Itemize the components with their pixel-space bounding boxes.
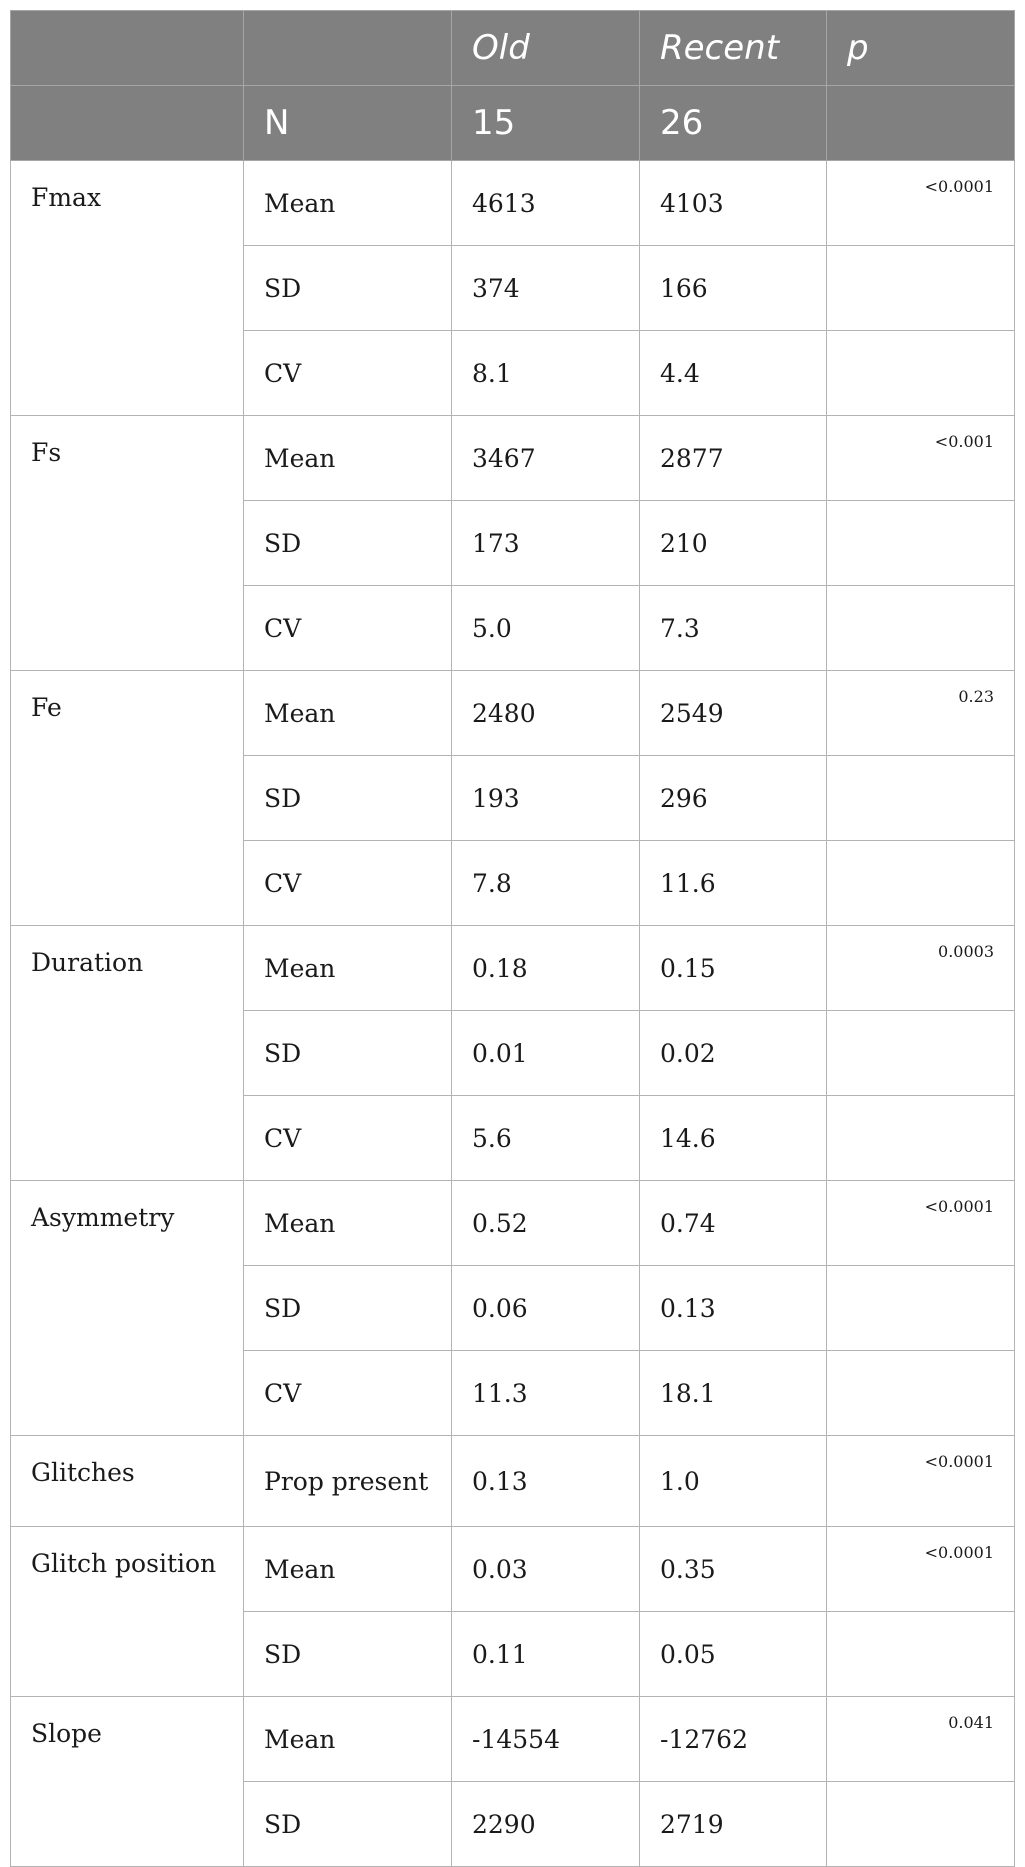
old-value-cell: 3467 (452, 416, 640, 501)
header-row-n (11, 86, 1015, 161)
header-empty-cell (827, 86, 1015, 161)
table-body (11, 161, 1015, 1867)
old-value-cell: 0.01 (452, 1011, 640, 1096)
p-value-cell (827, 1782, 1015, 1867)
table-row (11, 1697, 1015, 1782)
variable-name-cell: Fmax (11, 161, 244, 416)
recent-value-cell: 2877 (640, 416, 827, 501)
p-value-cell: <0.0001 (827, 1181, 1015, 1266)
stat-cell: CV (244, 586, 452, 671)
variable-name-cell: Glitch position (11, 1527, 244, 1697)
recent-value-cell: 18.1 (640, 1351, 827, 1436)
recent-value-cell: 4.4 (640, 331, 827, 416)
old-value-cell: -14554 (452, 1697, 640, 1782)
recent-value-cell: 0.15 (640, 926, 827, 1011)
stat-cell: CV (244, 331, 452, 416)
recent-value-cell: 7.3 (640, 586, 827, 671)
recent-value-cell: -12762 (640, 1697, 827, 1782)
recent-value-cell: 210 (640, 501, 827, 586)
data-table (10, 10, 1015, 1867)
table-header (11, 11, 1015, 161)
recent-value-cell: 11.6 (640, 841, 827, 926)
table-row (11, 161, 1015, 246)
stat-cell: SD (244, 756, 452, 841)
p-value-cell: <0.0001 (827, 1436, 1015, 1527)
stat-cell: SD (244, 501, 452, 586)
header-n-label: N (244, 86, 452, 161)
old-value-cell: 374 (452, 246, 640, 331)
old-value-cell: 2290 (452, 1782, 640, 1867)
p-value-cell: 0.041 (827, 1697, 1015, 1782)
table-row (11, 926, 1015, 1011)
stat-cell: SD (244, 1612, 452, 1697)
stat-cell: Mean (244, 1697, 452, 1782)
recent-value-cell: 0.02 (640, 1011, 827, 1096)
old-value-cell: 8.1 (452, 331, 640, 416)
old-value-cell: 7.8 (452, 841, 640, 926)
table-row (11, 671, 1015, 756)
p-value-cell (827, 1011, 1015, 1096)
variable-name-cell: Fs (11, 416, 244, 671)
recent-value-cell: 14.6 (640, 1096, 827, 1181)
recent-value-cell: 2719 (640, 1782, 827, 1867)
stat-cell: Mean (244, 161, 452, 246)
p-value-cell: <0.0001 (827, 1527, 1015, 1612)
table-row (11, 1436, 1015, 1527)
variable-name-cell: Glitches (11, 1436, 244, 1527)
stat-cell: SD (244, 1782, 452, 1867)
p-value-cell (827, 246, 1015, 331)
header-empty-cell (11, 11, 244, 86)
stat-cell: CV (244, 1351, 452, 1436)
recent-value-cell: 1.0 (640, 1436, 827, 1527)
p-value-cell (827, 1351, 1015, 1436)
stat-cell: Mean (244, 671, 452, 756)
stat-cell: CV (244, 841, 452, 926)
p-value-cell (827, 1096, 1015, 1181)
old-value-cell: 0.11 (452, 1612, 640, 1697)
variable-name-cell: Asymmetry (11, 1181, 244, 1436)
header-row-columns (11, 11, 1015, 86)
old-value-cell: 0.52 (452, 1181, 640, 1266)
p-value-cell: 0.0003 (827, 926, 1015, 1011)
header-n-recent: 26 (640, 86, 827, 161)
stat-cell: Mean (244, 1181, 452, 1266)
p-value-cell (827, 501, 1015, 586)
old-value-cell: 0.13 (452, 1436, 640, 1527)
stat-cell: CV (244, 1096, 452, 1181)
p-value-cell (827, 1266, 1015, 1351)
recent-value-cell: 166 (640, 246, 827, 331)
p-value-cell (827, 331, 1015, 416)
recent-value-cell: 4103 (640, 161, 827, 246)
old-value-cell: 173 (452, 501, 640, 586)
p-value-cell: <0.001 (827, 416, 1015, 501)
recent-value-cell: 0.74 (640, 1181, 827, 1266)
recent-value-cell: 0.13 (640, 1266, 827, 1351)
variable-name-cell: Fe (11, 671, 244, 926)
old-value-cell: 11.3 (452, 1351, 640, 1436)
stat-cell: SD (244, 246, 452, 331)
header-recent: Recent (640, 11, 827, 86)
stat-cell: SD (244, 1011, 452, 1096)
stat-cell: Mean (244, 926, 452, 1011)
header-old: Old (452, 11, 640, 86)
old-value-cell: 4613 (452, 161, 640, 246)
stat-cell: Mean (244, 1527, 452, 1612)
old-value-cell: 193 (452, 756, 640, 841)
table-row (11, 1181, 1015, 1266)
stat-cell: Mean (244, 416, 452, 501)
p-value-cell (827, 1612, 1015, 1697)
stat-cell: Prop present (244, 1436, 452, 1527)
recent-value-cell: 0.05 (640, 1612, 827, 1697)
old-value-cell: 0.06 (452, 1266, 640, 1351)
recent-value-cell: 296 (640, 756, 827, 841)
variable-name-cell: Slope (11, 1697, 244, 1867)
p-value-cell (827, 756, 1015, 841)
old-value-cell: 2480 (452, 671, 640, 756)
table-row (11, 1527, 1015, 1612)
header-empty-cell (11, 86, 244, 161)
header-n-old: 15 (452, 86, 640, 161)
p-value-cell: <0.0001 (827, 161, 1015, 246)
stat-cell: SD (244, 1266, 452, 1351)
recent-value-cell: 0.35 (640, 1527, 827, 1612)
recent-value-cell: 2549 (640, 671, 827, 756)
old-value-cell: 5.6 (452, 1096, 640, 1181)
old-value-cell: 0.03 (452, 1527, 640, 1612)
table-row (11, 416, 1015, 501)
p-value-cell (827, 586, 1015, 671)
header-p: p (827, 11, 1015, 86)
p-value-cell: 0.23 (827, 671, 1015, 756)
p-value-cell (827, 841, 1015, 926)
header-empty-cell (244, 11, 452, 86)
old-value-cell: 0.18 (452, 926, 640, 1011)
variable-name-cell: Duration (11, 926, 244, 1181)
old-value-cell: 5.0 (452, 586, 640, 671)
